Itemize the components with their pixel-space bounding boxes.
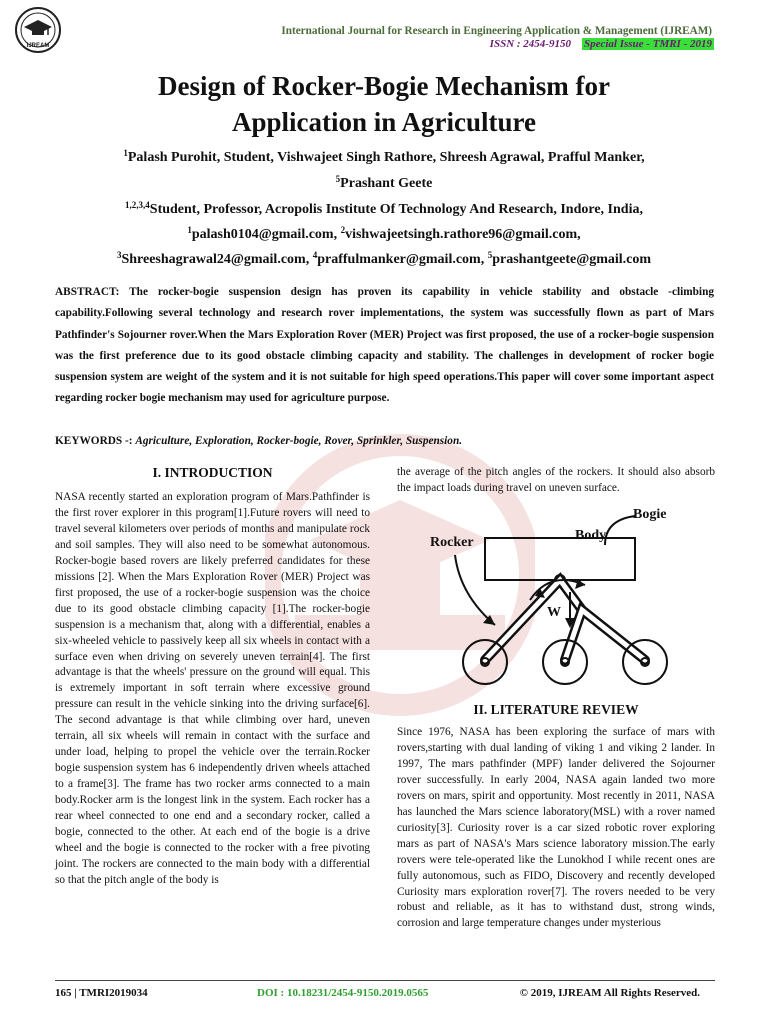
- footer-divider: [55, 980, 715, 981]
- label-body: Body: [575, 528, 607, 543]
- email-1: palash0104@gmail.com,: [191, 227, 338, 242]
- title-line-1: Design of Rocker-Bogie Mechanism for: [158, 71, 610, 101]
- title-line-2: Application in Agriculture: [231, 107, 537, 137]
- affiliation: $^{1,2,3,4}$Student, Professor, Acropolis Institute Of Technology And Research, Indore, India,: [125, 200, 643, 217]
- literature-review-heading: II. LITERATURE REVIEW: [473, 702, 639, 717]
- emails-line-1: $^1$palash0104@gmail.com, $^2$vishwajeetsingh.rathore96@gmail.com,: [187, 225, 581, 242]
- right-column-continuation: the average of the pitch angles of the rockers. It should also absorb the impact loads during travel on uneven surface.: [397, 466, 715, 494]
- email-5: prashantgeete@gmail.com: [492, 252, 652, 267]
- authors-text-2: Prashant Geete: [340, 176, 433, 191]
- journal-name: International Journal for Research in Engineering Application & Management (IJREAM): [281, 25, 712, 37]
- intro-heading: I. INTRODUCTION: [152, 465, 273, 480]
- affiliation-text: Student, Professor, Acropolis Institute Of Technology And Research, Indore, India,: [149, 202, 643, 217]
- logo-text: IJREAM: [26, 43, 50, 49]
- keywords-values: Agriculture, Exploration, Rocker-bogie, Rover, Sprinkler, Suspension.: [135, 435, 463, 447]
- email-2: vishwajeetsingh.rathore96@gmail.com,: [345, 227, 581, 242]
- keywords-label: KEYWORDS -:: [55, 435, 133, 447]
- issn: ISSN : 2454-9150: [489, 38, 571, 50]
- authors-text-1: Palash Purohit, Student, Vishwajeet Singh Rathore, Shreesh Agrawal, Prafful Manker,: [127, 150, 645, 165]
- email-4: praffulmanker@gmail.com,: [317, 252, 485, 267]
- emails-line-2: $^3$Shreeshagrawal24@gmail.com, $^4$praffulmanker@gmail.com, $^5$prashantgeete@gmail.com: [116, 250, 652, 267]
- label-bogie: Bogie: [633, 507, 667, 522]
- footer-copyright: © 2019, IJREAM All Rights Reserved.: [519, 987, 700, 999]
- footer-doi: DOI : 10.18231/2454-9150.2019.0565: [257, 987, 429, 999]
- issn-line: [0, 38, 714, 50]
- label-rocker: Rocker: [430, 535, 474, 550]
- abstract: ABSTRACT: The rocker-bogie suspension design has proven its capability in vehicle stability and obstacle -climbing capability.Following several technology and research rover implementations, the system was successfully flown as part of Mars Pathfinder's Sojourner rover.When the Mars Exploration Rover (MER) Project was first proposed, the use of a rocker-bogie suspension was the first preference due to its good obstacle climbing capacity and stability. The challenges in development of rocker bogie suspension system are weight of the system and it is not suitable for high speed operations.This paper will cover some important aspect regarding rocker bogie mechanism may used for agriculture purpose.: [55, 286, 714, 405]
- authors-line-1: $^1$Palash Purohit, Student, Vishwajeet Singh Rathore, Shreesh Agrawal, Prafful Manker,: [123, 148, 645, 165]
- footer-page-number: 165 | TMRI2019034: [55, 987, 148, 999]
- email-3: Shreeshagrawal24@gmail.com,: [121, 252, 310, 267]
- paper-title: [0, 68, 768, 140]
- special-issue-badge: Special Issue - TMRI - 2019: [583, 38, 712, 50]
- keywords: [55, 435, 715, 447]
- literature-review-body: Since 1976, NASA has been exploring the surface of mars with rovers,starting with dual landing of viking 1 and viking 2 lander. In 1997, The mars pathfinder (MPF) lander delivered the Sojourner rover successfully. In early 2004, NASA again landed two more rovers on mars, spirit and opportunity. Most recently in 2011, NASA has launched the Mars science laboratory(MSL) with a rover named curiosity[3]. Curiosity rover is a car sized robotic rover exploring mars as part of NASA's Mars science laboratory mission.The early rovers were tele-operated like the Lunokhod I while recent ones are fully autonomous, such as FIDO, Discovery and recently developed Curiosity mars exploration rover[7]. The rovers needed to be very robust and reliable, as it has to withstand dust, strong winds, corrosion and large temperature changes under mysterious: [397, 726, 715, 930]
- rocker-bogie-figure: [400, 500, 718, 698]
- intro-body: NASA recently started an exploration program of Mars.Pathfinder is the first rover explorer in this program[1].Future rovers will need to travel several kilometers over periods of months and manipulate rock and soil samples. They will also need to be somewhat autonomous. Rocker-bogie based rovers are likely preferred candidates for these missions [2]. When the Mars Exploration Rover (MER) Project was first proposed, the use of a rocker-bogie suspension was the choice due to its good obstacle climbing capacity [1].The rocker-bogie suspension is a mechanism that, along with a differential, enables a six-wheeled vehicle to passively keep all six wheels in contact with a surface even when driving on severely uneven terrain[4]. The first advantage is that the wheels' pressure on the ground will equal. This is extremely important in soft terrain where excessive ground pressure can result in the vehicle sinking into the driving surface[6]. The second advantage is that while climbing over hard, uneven terrain, all six wheels will remain in contact with the surface and under load, helping to propel the vehicle over the terrain.Rocker bogie suspension system has 6 independently driven wheels attached to a frame[3]. The frame has two rocker arms connected to a main body.Rocker arm is the longest link in the system. Each rocker has a rear wheel connected to one end and a secondary rocker, called a bogie, connected to the other. At each end of the bogie is a drive wheel and the bogie is connected to the rocker with a free pivoting joint. The rockers are connected to the main body with a differential so that the pitch angle of the body is: [55, 491, 370, 886]
- label-weight: W: [547, 605, 561, 620]
- authors-line-2: $^5$Prashant Geete: [335, 174, 433, 191]
